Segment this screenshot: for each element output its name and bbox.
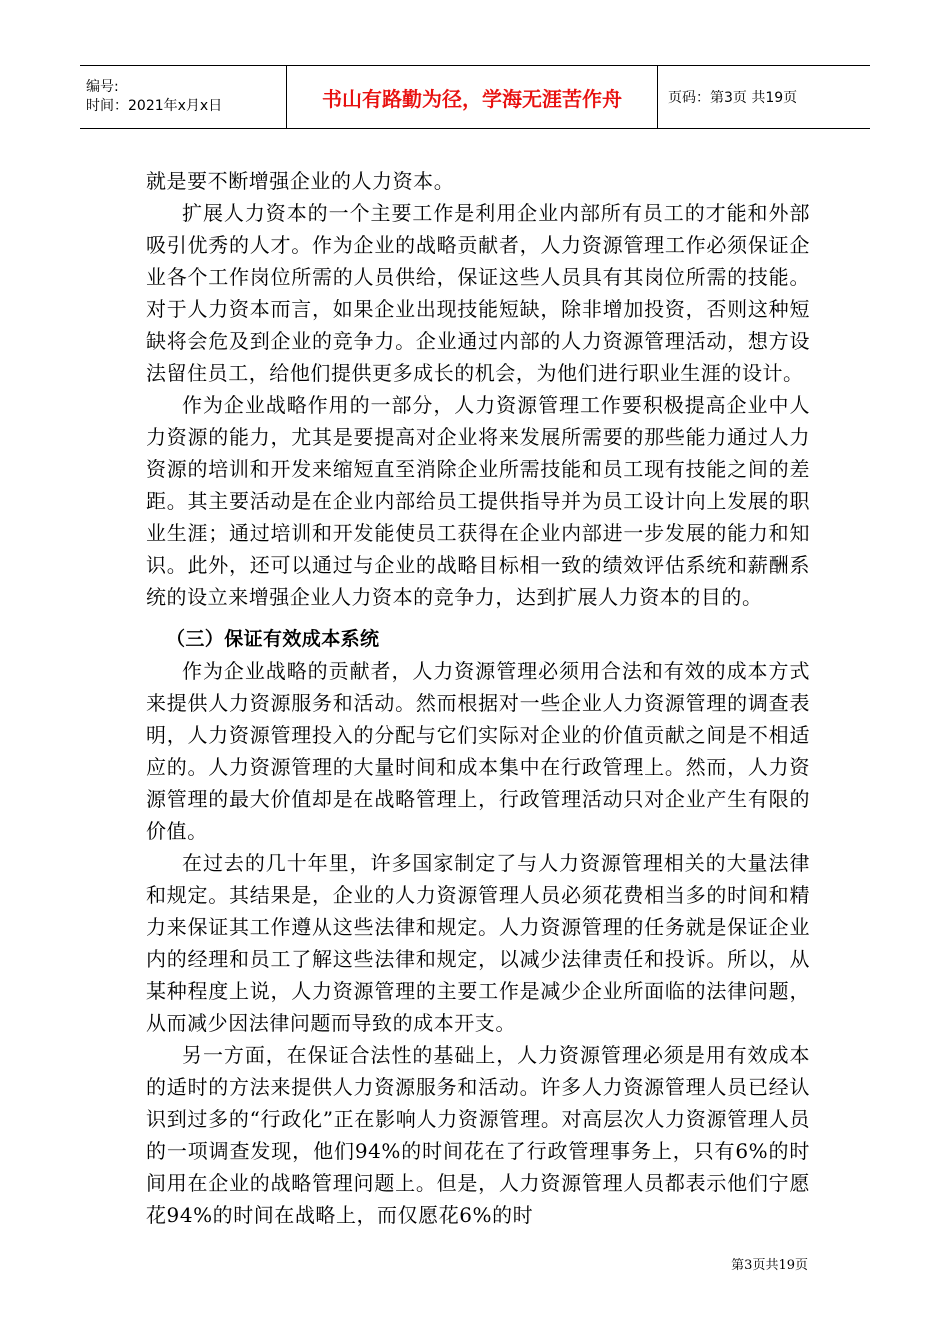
paragraph: 在过去的几十年里，许多国家制定了与人力资源管理相关的大量法律和规定。其结果是，企业的人力资源管理人员必须花费相当多的时间和精力来保证其工作遵从这些法律和规定。人力资源管理的任务就是保证企业内的经理和员工了解这些法律和规定，以减少法律责任和投诉。所以，从某种程度上说，人力资源管理的主要工作是减少企业所面临的法律问题，从而减少因法律问题而导致的成本开支。 bbox=[146, 851, 810, 1035]
paragraph: 扩展人力资本的一个主要工作是利用企业内部所有员工的才能和外部吸引优秀的人才。作为企业的战略贡献者，人力资源管理工作必须保证企业各个工作岗位所需的人员供给，保证这些人员具有其岗位所需的技能。对于人力资本而言，如果企业出现技能短缺，除非增加投资，否则这种短缺将会危及到企业的竞争力。企业通过内部的人力资源管理活动，想方设法留住员工，给他们提供更多成长的机会，为他们进行职业生涯的设计。 bbox=[146, 201, 810, 385]
section-heading: （三）保证有效成本系统 bbox=[166, 628, 380, 650]
document-number-label: 编号: bbox=[86, 79, 119, 95]
paragraph: 作为企业战略的贡献者，人力资源管理必须用合法和有效的成本方式来提供人力资源服务和活动。然而根据对一些企业人力资源管理的调查表明，人力资源管理投入的分配与它们实际对企业的价值贡献之间是不相适应的。人力资源管理的大量时间和成本集中在行政管理上。然而，人力资源管理的最大价值却是在战略管理上，行政管理活动只对企业产生有限的价值。 bbox=[146, 659, 810, 843]
document-date: 时间：2021年x月x日 bbox=[86, 98, 223, 114]
document-body bbox=[146, 165, 810, 1231]
header-motto-cell bbox=[287, 66, 658, 129]
header-meta-cell bbox=[80, 66, 287, 129]
header-page-info: 页码：第3页 共19页 bbox=[658, 66, 871, 129]
paragraph: 作为企业战略作用的一部分，人力资源管理工作要积极提高企业中人力资源的能力，尤其是要提高对企业将来发展所需要的那些能力通过人力资源的培训和开发来缩短直至消除企业所需技能和员工现有技能之间的差距。其主要活动是在企业内部给员工提供指导并为员工设计向上发展的职业生涯；通过培训和开发能使员工获得在企业内部进一步发展的能力和知识。此外，还可以通过与企业的战略目标相一致的绩效评估系统和薪酬系统的设立来增强企业人力资本的竞争力，达到扩展人力资本的目的。 bbox=[146, 393, 810, 609]
page-header bbox=[80, 65, 870, 129]
header-motto: 书山有路勤为径，学海无涯苦作舟 bbox=[322, 86, 622, 111]
paragraph: 另一方面，在保证合法性的基础上，人力资源管理必须是用有效成本的适时的方法来提供人力资源服务和活动。许多人力资源管理人员已经认识到过多的“行政化”正在影响人力资源管理。对高层次人力资源管理人员的一项调查发现，他们94%的时间花在了行政管理事务上，只有6%的时间用在企业的战略管理问题上。但是，人力资源管理人员都表示他们宁愿花94%的时间在战略上，而仅愿花6%的时 bbox=[146, 1043, 810, 1227]
header-table bbox=[80, 65, 870, 129]
page-footer: 第3页共19页 bbox=[731, 1258, 808, 1273]
paragraph: 就是要不断增强企业的人力资本。 bbox=[146, 169, 455, 193]
